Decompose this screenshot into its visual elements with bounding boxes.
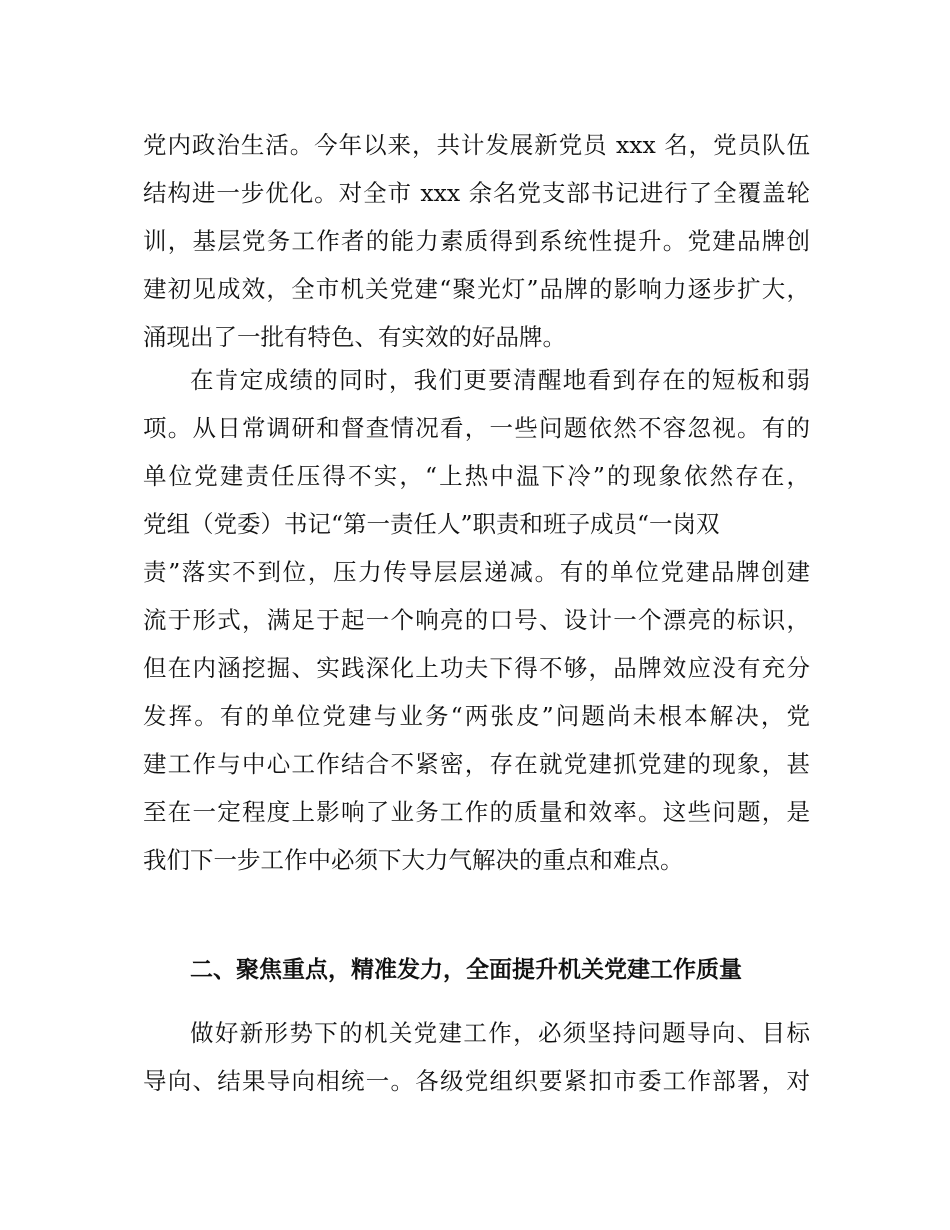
text-line: 发挥。有的单位党建与业务“两张皮”问题尚未根本解决，党 xyxy=(143,702,810,730)
text-line: 但在内涵挖掘、实践深化上功夫下得不够，品牌效应没有充分 xyxy=(143,654,810,682)
paragraph-focus xyxy=(143,1009,810,1105)
paragraph-achievements xyxy=(143,121,810,361)
text-line: 训，基层党务工作者的能力素质得到系统性提升。党建品牌创 xyxy=(143,227,810,255)
text-line: 做好新形势下的机关党建工作，必须坚持问题导向、目标 xyxy=(190,1019,810,1047)
text-line: 党组（党委）书记“第一责任人”职责和班子成员“一岗双 xyxy=(143,510,720,538)
section-heading xyxy=(143,946,810,994)
text-line: 建初见成效，全市机关党建“聚光灯”品牌的影响力逐步扩大， xyxy=(143,275,810,303)
text-line: 建工作与中心工作结合不紧密，存在就党建抓党建的现象，甚 xyxy=(143,750,810,778)
text-line: 我们下一步工作中必须下大力气解决的重点和难点。 xyxy=(143,846,684,874)
paragraph-shortcomings xyxy=(143,356,810,884)
heading-text: 二、聚焦重点，精准发力，全面提升机关党建工作质量 xyxy=(190,957,742,983)
text-line: 项。从日常调研和督查情况看，一些问题依然不容忽视。有的 xyxy=(143,414,810,442)
text-line: 单位党建责任压得不实，“上热中温下冷”的现象依然存在， xyxy=(143,462,810,490)
text-line: 结构进一步优化。对全市 xxx 余名党支部书记进行了全覆盖轮 xyxy=(143,179,810,207)
text-line: 导向、结果导向相统一。各级党组织要紧扣市委工作部署，对 xyxy=(143,1067,810,1095)
text-line: 责”落实不到位，压力传导层层递减。有的单位党建品牌创建 xyxy=(143,558,810,586)
text-line: 至在一定程度上影响了业务工作的质量和效率。这些问题，是 xyxy=(143,798,810,826)
text-line: 党内政治生活。今年以来，共计发展新党员 xxx 名，党员队伍 xyxy=(143,131,810,159)
text-line: 流于形式，满足于起一个响亮的口号、设计一个漂亮的标识， xyxy=(143,606,810,634)
text-line: 在肯定成绩的同时，我们更要清醒地看到存在的短板和弱 xyxy=(190,366,810,394)
text-line: 涌现出了一批有特色、有实效的好品牌。 xyxy=(143,323,566,351)
